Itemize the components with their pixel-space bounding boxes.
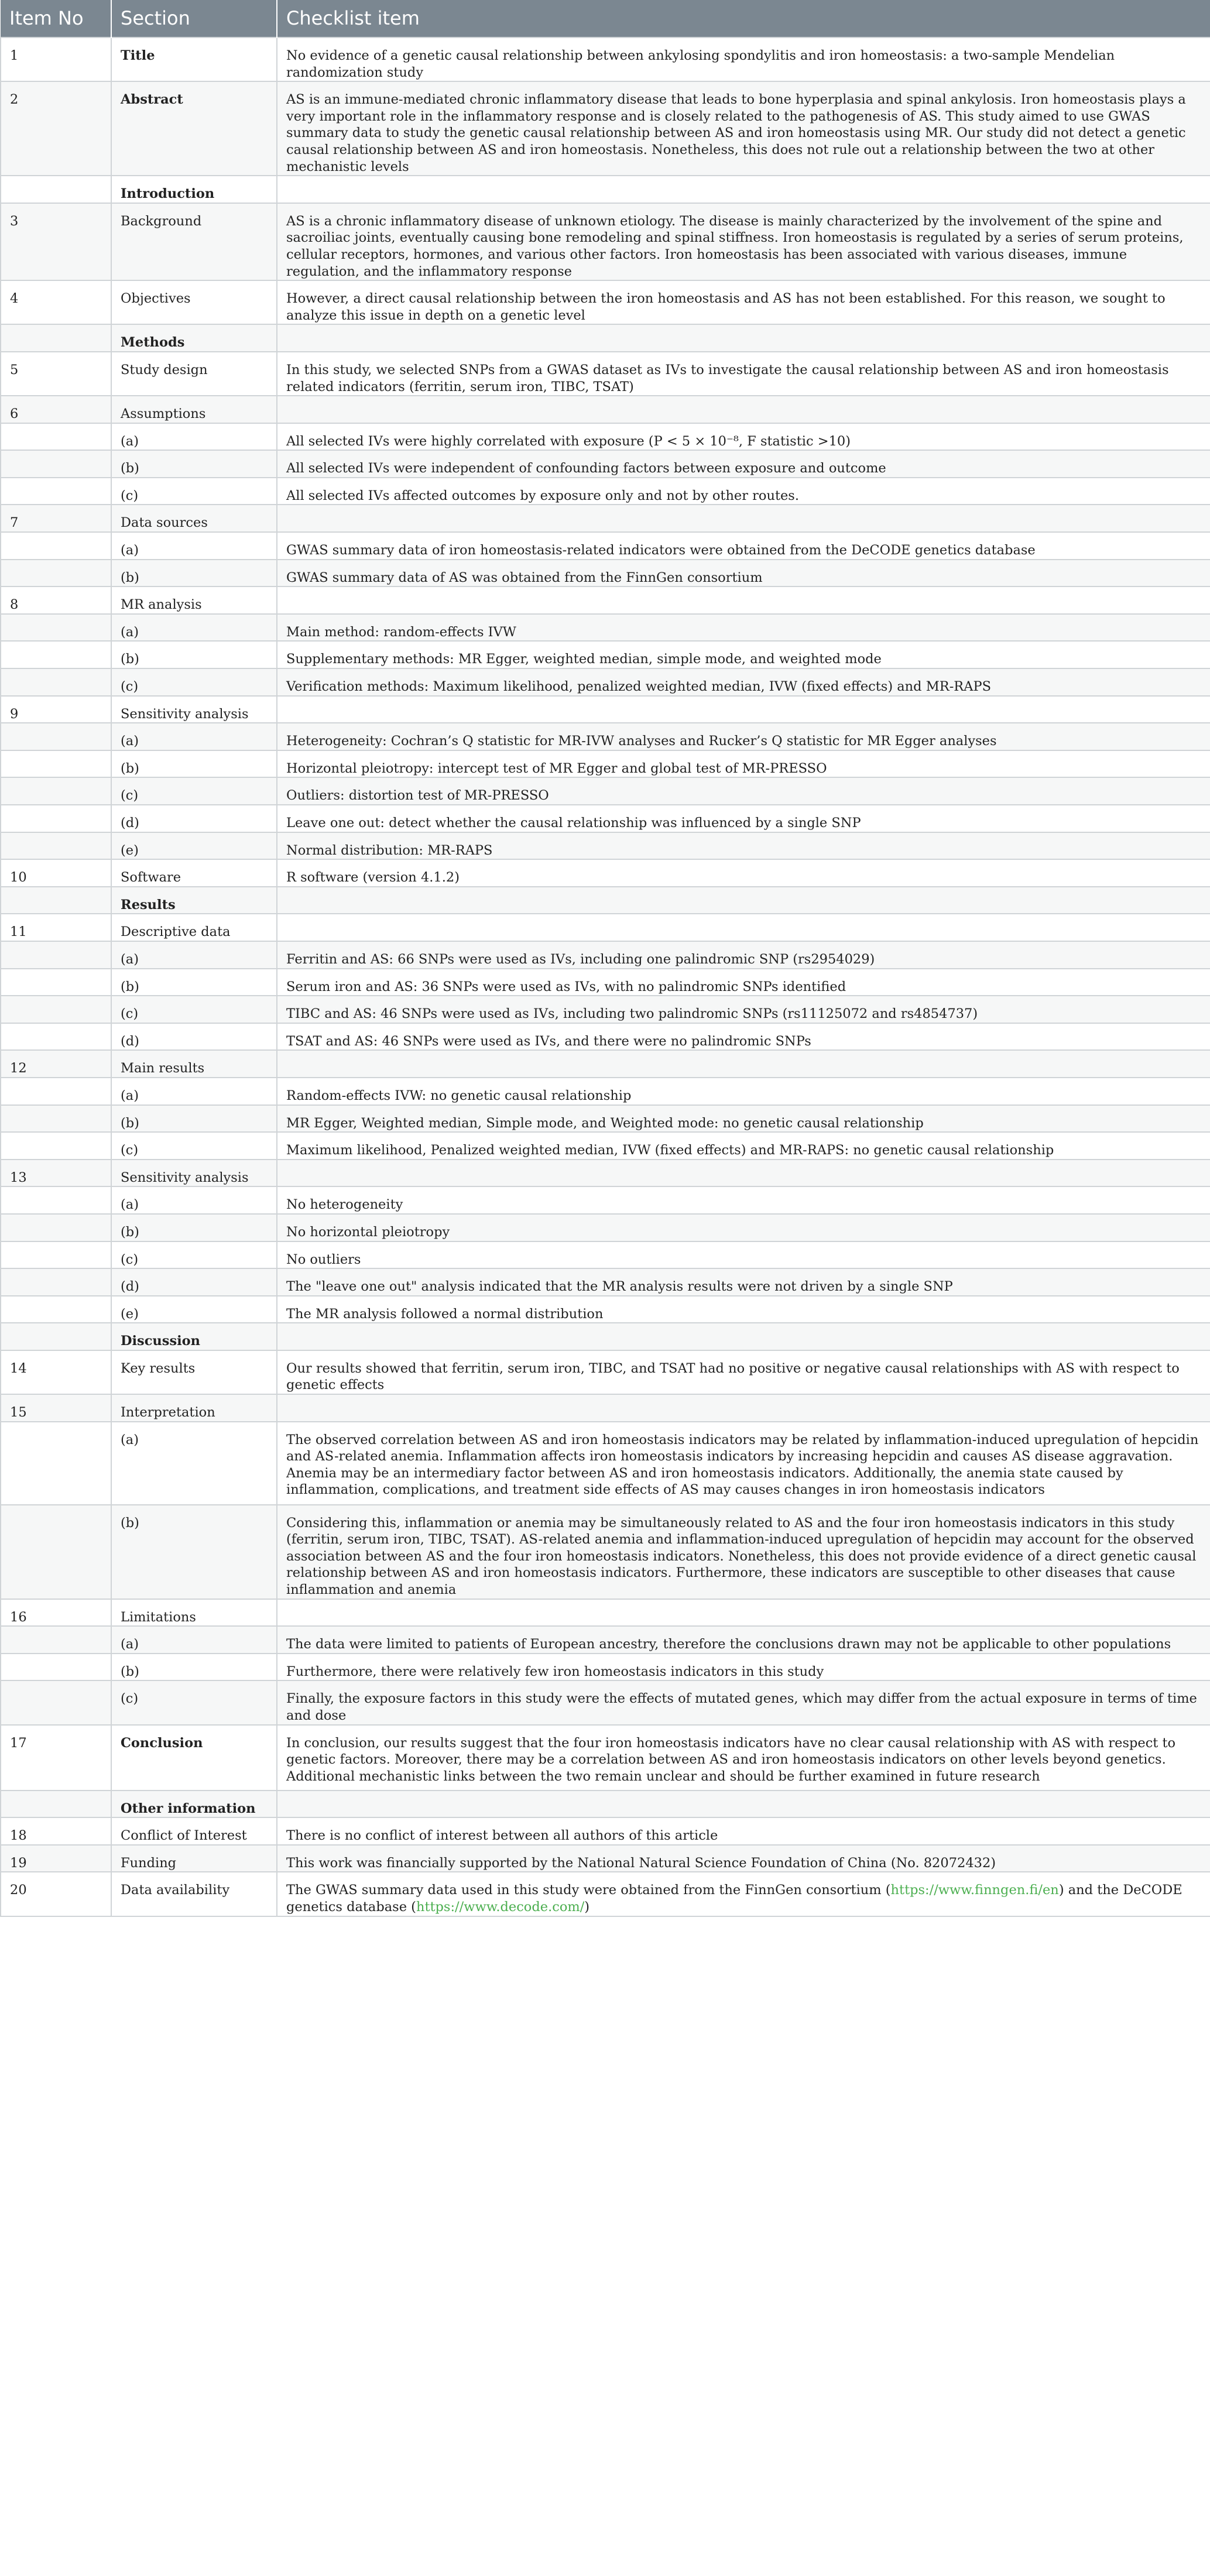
item-no-cell	[1, 668, 111, 696]
table-row	[1, 614, 1210, 642]
table-row	[1, 352, 1210, 396]
section-cell: (b)	[111, 1105, 277, 1133]
table-row	[1, 1817, 1210, 1845]
item-no-cell	[1, 1023, 111, 1051]
section-cell: (b)	[111, 450, 277, 478]
decode-link[interactable]: https://www.decode.com/	[416, 1899, 585, 1915]
checklist-item-cell: No horizontal pleiotropy	[277, 1214, 1210, 1241]
table-row	[1, 1872, 1210, 1916]
section-cell: Data sources	[111, 505, 277, 532]
section-cell: Methods	[111, 324, 277, 352]
item-no-cell: 19	[1, 1845, 111, 1872]
item-no-cell	[1, 1323, 111, 1350]
item-no-cell	[1, 1268, 111, 1296]
checklist-item-cell: MR Egger, Weighted median, Simple mode, and Weighted mode: no genetic causal relationship	[277, 1105, 1210, 1133]
section-cell: Study design	[111, 352, 277, 396]
table-row	[1, 1654, 1210, 1681]
item-no-cell: 8	[1, 586, 111, 614]
section-cell: (c)	[111, 1241, 277, 1269]
checklist-item-cell: No heterogeneity	[277, 1186, 1210, 1214]
table-row	[1, 1599, 1210, 1627]
item-no-cell	[1, 832, 111, 860]
section-cell: Introduction	[111, 176, 277, 203]
table-row	[1, 280, 1210, 324]
data-availability-text: )	[584, 1899, 590, 1915]
section-cell: (a)	[111, 1626, 277, 1654]
checklist-item-cell: Normal distribution: MR-RAPS	[277, 832, 1210, 860]
table-row	[1, 750, 1210, 778]
checklist-item-cell: All selected IVs were independent of confounding factors between exposure and outcome	[277, 450, 1210, 478]
table-row	[1, 1296, 1210, 1323]
checklist-item-cell	[277, 505, 1210, 532]
table-row	[1, 478, 1210, 505]
table-row	[1, 1680, 1210, 1724]
checklist-item-cell: Main method: random-effects IVW	[277, 614, 1210, 642]
item-no-cell: 17	[1, 1725, 111, 1790]
table-row	[1, 1078, 1210, 1105]
item-no-cell: 3	[1, 203, 111, 280]
item-no-cell	[1, 1078, 111, 1105]
section-cell: Results	[111, 887, 277, 914]
checklist-item-cell: TIBC and AS: 46 SNPs were used as IVs, including two palindromic SNPs (rs11125072 and rs4854737)	[277, 996, 1210, 1023]
checklist-item-cell	[277, 1790, 1210, 1818]
item-no-cell	[1, 777, 111, 805]
section-cell: (a)	[111, 941, 277, 969]
checklist-item-cell	[277, 586, 1210, 614]
section-cell: (a)	[111, 723, 277, 750]
table-row	[1, 1845, 1210, 1872]
section-cell: Software	[111, 859, 277, 887]
section-cell: Limitations	[111, 1599, 277, 1627]
table-header-row	[1, 0, 1210, 37]
item-no-cell: 2	[1, 81, 111, 176]
finngen-link[interactable]: https://www.finngen.fi/en	[890, 1882, 1059, 1898]
table-row	[1, 777, 1210, 805]
section-cell: Funding	[111, 1845, 277, 1872]
checklist-item-cell: Our results showed that ferritin, serum iron, TIBC, and TSAT had no positive or negative causal relationships with AS with respect to genetic effects	[277, 1350, 1210, 1394]
table-row	[1, 1023, 1210, 1051]
item-no-cell	[1, 423, 111, 451]
checklist-item-cell: Considering this, inflammation or anemia may be simultaneously related to AS and the four iron homeostasis indicators in this study (ferritin, serum iron, TIBC, TSAT). AS-related anemia and inflammation-induced upregulation of hepcidin may account for the observed association between AS and the four iron homeostasis indicators. Nonetheless, this does not provide evidence of a direct genetic causal relationship between AS and iron homeostasis indicators. Furthermore, these indicators are susceptible to other diseases that cause inflammation and anemia	[277, 1505, 1210, 1599]
item-no-cell: 6	[1, 396, 111, 423]
section-cell: Conclusion	[111, 1725, 277, 1790]
checklist-item-cell	[277, 1599, 1210, 1627]
table-row	[1, 914, 1210, 941]
section-cell: Main results	[111, 1050, 277, 1078]
table-row	[1, 668, 1210, 696]
section-cell: (b)	[111, 969, 277, 996]
item-no-cell	[1, 887, 111, 914]
data-availability-text: ) and the DeCODE genetics database (	[286, 1882, 1182, 1915]
section-cell: Objectives	[111, 280, 277, 324]
checklist-item-cell	[277, 914, 1210, 941]
checklist-item-cell: Supplementary methods: MR Egger, weighted median, simple mode, and weighted mode	[277, 641, 1210, 668]
section-cell: Interpretation	[111, 1394, 277, 1422]
checklist-item-cell: TSAT and AS: 46 SNPs were used as IVs, and there were no palindromic SNPs	[277, 1023, 1210, 1051]
section-cell: Abstract	[111, 81, 277, 176]
section-cell: (d)	[111, 1268, 277, 1296]
section-cell: Key results	[111, 1350, 277, 1394]
table-row	[1, 396, 1210, 423]
table-body	[1, 37, 1210, 1916]
item-no-cell	[1, 176, 111, 203]
section-cell: (a)	[111, 1186, 277, 1214]
table-row	[1, 1323, 1210, 1350]
item-no-cell: 13	[1, 1160, 111, 1187]
table-row	[1, 1214, 1210, 1241]
item-no-cell	[1, 1241, 111, 1269]
checklist-item-cell	[277, 696, 1210, 723]
item-no-cell: 16	[1, 1599, 111, 1627]
checklist-item-cell	[277, 324, 1210, 352]
checklist-item-cell: The data were limited to patients of European ancestry, therefore the conclusions drawn may not be applicable to other populations	[277, 1626, 1210, 1654]
table-row	[1, 723, 1210, 750]
table-row	[1, 505, 1210, 532]
checklist-item-cell: Verification methods: Maximum likelihood, penalized weighted median, IVW (fixed effects) and MR-RAPS	[277, 668, 1210, 696]
section-cell: Other information	[111, 1790, 277, 1818]
checklist-item-cell: The observed correlation between AS and iron homeostasis indicators may be related by inflammation-induced upregulation of hepcidin and AS-related anemia. Inflammation affects iron homeostasis indicators by increasing hepcidin and causes AS disease aggravation. Anemia may be an intermediary factor between AS and iron homeostasis indicators. Additionally, the anemia state caused by inflammation, complications, and treatment side effects of AS may causes changes in iron homeostasis indicators	[277, 1422, 1210, 1505]
section-cell: (d)	[111, 805, 277, 832]
table-row	[1, 887, 1210, 914]
section-cell: (a)	[111, 614, 277, 642]
section-cell: (b)	[111, 560, 277, 587]
table-row	[1, 832, 1210, 860]
table-row	[1, 560, 1210, 587]
item-no-cell: 7	[1, 505, 111, 532]
checklist-item-cell	[277, 1394, 1210, 1422]
table-row	[1, 532, 1210, 560]
checklist-item-cell: The MR analysis followed a normal distribution	[277, 1296, 1210, 1323]
section-cell: (d)	[111, 1023, 277, 1051]
section-cell: Sensitivity analysis	[111, 1160, 277, 1187]
header-item-no: Item No	[1, 0, 111, 37]
item-no-cell	[1, 1626, 111, 1654]
section-cell: Conflict of Interest	[111, 1817, 277, 1845]
section-cell: (c)	[111, 668, 277, 696]
checklist-item-cell	[277, 1323, 1210, 1350]
checklist-item-cell: AS is a chronic inflammatory disease of unknown etiology. The disease is mainly characterized by the involvement of the spine and sacroiliac joints, eventually causing bone remodeling and spinal stiffness. Iron homeostasis is regulated by a series of serum proteins, cellular receptors, hormones, and various other factors. Iron homeostasis has been associated with various diseases, immune regulation, and the inflammatory response	[277, 203, 1210, 280]
section-cell: Data availability	[111, 1872, 277, 1916]
data-availability-text: The GWAS summary data used in this study were obtained from the FinnGen consortium (	[286, 1882, 891, 1898]
item-no-cell: 20	[1, 1872, 111, 1916]
item-no-cell	[1, 996, 111, 1023]
checklist-item-cell: Furthermore, there were relatively few iron homeostasis indicators in this study	[277, 1654, 1210, 1681]
checklist-item-cell: AS is an immune-mediated chronic inflammatory disease that leads to bone hyperplasia and spinal ankylosis. Iron homeostasis plays a very important role in the inflammatory response and is closely related to the pathogenesis of AS. This study aimed to use GWAS summary data to study the genetic causal relationship between AS and iron homeostasis using MR. Our study did not detect a genetic causal relationship between AS and iron homeostasis. Nonetheless, this does not rule out a relationship between the two at other mechanistic levels	[277, 81, 1210, 176]
item-no-cell	[1, 969, 111, 996]
table-row	[1, 941, 1210, 969]
item-no-cell	[1, 450, 111, 478]
checklist-item-cell	[277, 1160, 1210, 1187]
checklist-item-cell: In this study, we selected SNPs from a GWAS dataset as IVs to investigate the causal relationship between AS and iron homeostasis related indicators (ferritin, serum iron, TIBC, TSAT)	[277, 352, 1210, 396]
table-row	[1, 1105, 1210, 1133]
table-row	[1, 1132, 1210, 1160]
table-row	[1, 37, 1210, 81]
section-cell: (a)	[111, 1078, 277, 1105]
item-no-cell	[1, 641, 111, 668]
checklist-item-cell	[277, 176, 1210, 203]
checklist-item-cell	[277, 1872, 1210, 1916]
item-no-cell: 14	[1, 1350, 111, 1394]
table-row	[1, 641, 1210, 668]
item-no-cell	[1, 1186, 111, 1214]
section-cell: (b)	[111, 1654, 277, 1681]
checklist-item-cell: No outliers	[277, 1241, 1210, 1269]
table-row	[1, 1268, 1210, 1296]
table-row	[1, 1725, 1210, 1790]
section-cell: (a)	[111, 1422, 277, 1505]
item-no-cell: 4	[1, 280, 111, 324]
table-row	[1, 81, 1210, 176]
item-no-cell	[1, 1505, 111, 1599]
item-no-cell: 9	[1, 696, 111, 723]
checklist-item-cell: The "leave one out" analysis indicated that the MR analysis results were not driven by a single SNP	[277, 1268, 1210, 1296]
header-section: Section	[111, 0, 277, 37]
table-row	[1, 324, 1210, 352]
checklist-item-cell: Ferritin and AS: 66 SNPs were used as IVs, including one palindromic SNP (rs2954029)	[277, 941, 1210, 969]
checklist-item-cell	[277, 396, 1210, 423]
item-no-cell: 1	[1, 37, 111, 81]
section-cell: (b)	[111, 1505, 277, 1599]
table-row	[1, 176, 1210, 203]
section-cell: (a)	[111, 532, 277, 560]
table-row	[1, 696, 1210, 723]
item-no-cell	[1, 723, 111, 750]
section-cell: (c)	[111, 996, 277, 1023]
item-no-cell	[1, 1422, 111, 1505]
item-no-cell	[1, 1132, 111, 1160]
item-no-cell	[1, 941, 111, 969]
table-row	[1, 1394, 1210, 1422]
section-cell: Descriptive data	[111, 914, 277, 941]
item-no-cell	[1, 532, 111, 560]
table-row	[1, 423, 1210, 451]
table-row	[1, 586, 1210, 614]
section-cell: Title	[111, 37, 277, 81]
item-no-cell	[1, 324, 111, 352]
section-cell: (c)	[111, 1680, 277, 1724]
item-no-cell	[1, 614, 111, 642]
table-row	[1, 1505, 1210, 1599]
checklist-item-cell: Heterogeneity: Cochran’s Q statistic for MR-IVW analyses and Rucker’s Q statistic for MR Egger analyses	[277, 723, 1210, 750]
table-row	[1, 1350, 1210, 1394]
section-cell: Background	[111, 203, 277, 280]
section-cell: MR analysis	[111, 586, 277, 614]
checklist-item-cell: Leave one out: detect whether the causal relationship was influenced by a single SNP	[277, 805, 1210, 832]
item-no-cell: 18	[1, 1817, 111, 1845]
checklist-item-cell: Random-effects IVW: no genetic causal relationship	[277, 1078, 1210, 1105]
section-cell: Discussion	[111, 1323, 277, 1350]
checklist-item-cell: Outliers: distortion test of MR-PRESSO	[277, 777, 1210, 805]
table-row	[1, 1241, 1210, 1269]
table-row	[1, 996, 1210, 1023]
item-no-cell	[1, 1214, 111, 1241]
section-cell: (c)	[111, 777, 277, 805]
section-cell: Assumptions	[111, 396, 277, 423]
section-cell: Sensitivity analysis	[111, 696, 277, 723]
table-row	[1, 450, 1210, 478]
table-row	[1, 1050, 1210, 1078]
table-row	[1, 1422, 1210, 1505]
checklist-item-cell: GWAS summary data of AS was obtained from the FinnGen consortium	[277, 560, 1210, 587]
table-row	[1, 805, 1210, 832]
table-row	[1, 1626, 1210, 1654]
item-no-cell	[1, 1680, 111, 1724]
checklist-item-cell: There is no conflict of interest between all authors of this article	[277, 1817, 1210, 1845]
table-row	[1, 1186, 1210, 1214]
table-row	[1, 969, 1210, 996]
item-no-cell: 10	[1, 859, 111, 887]
section-cell: (b)	[111, 641, 277, 668]
section-cell: (c)	[111, 1132, 277, 1160]
item-no-cell	[1, 805, 111, 832]
section-cell: (c)	[111, 478, 277, 505]
section-cell: (b)	[111, 1214, 277, 1241]
section-cell: (a)	[111, 423, 277, 451]
checklist-item-cell: All selected IVs were highly correlated with exposure (P < 5 × 10⁻⁸, F statistic >10)	[277, 423, 1210, 451]
item-no-cell	[1, 750, 111, 778]
section-cell: (e)	[111, 832, 277, 860]
checklist-item-cell: However, a direct causal relationship between the iron homeostasis and AS has not been established. For this reason, we sought to analyze this issue in depth on a genetic level	[277, 280, 1210, 324]
item-no-cell	[1, 1654, 111, 1681]
item-no-cell: 15	[1, 1394, 111, 1422]
checklist-item-cell: All selected IVs affected outcomes by exposure only and not by other routes.	[277, 478, 1210, 505]
checklist-item-cell	[277, 887, 1210, 914]
item-no-cell: 12	[1, 1050, 111, 1078]
table-row	[1, 859, 1210, 887]
table-row	[1, 203, 1210, 280]
checklist-item-cell: Horizontal pleiotropy: intercept test of MR Egger and global test of MR-PRESSO	[277, 750, 1210, 778]
checklist-item-cell: In conclusion, our results suggest that the four iron homeostasis indicators have no clear causal relationship with AS with respect to genetic factors. Moreover, there may be a correlation between AS and iron homeostasis indicators on other levels beyond genetics. Additional mechanistic links between the two remain unclear and should be further examined in future research	[277, 1725, 1210, 1790]
header-checklist-item: Checklist item	[277, 0, 1210, 37]
checklist-item-cell: Maximum likelihood, Penalized weighted median, IVW (fixed effects) and MR-RAPS: no genetic causal relationship	[277, 1132, 1210, 1160]
item-no-cell: 5	[1, 352, 111, 396]
checklist-item-cell: No evidence of a genetic causal relationship between ankylosing spondylitis and iron homeostasis: a two-sample Mendelian randomization study	[277, 37, 1210, 81]
checklist-item-cell: This work was financially supported by the National Natural Science Foundation of China (No. 82072432)	[277, 1845, 1210, 1872]
section-cell: (b)	[111, 750, 277, 778]
item-no-cell	[1, 1790, 111, 1818]
checklist-item-cell	[277, 1050, 1210, 1078]
checklist-item-cell: Finally, the exposure factors in this study were the effects of mutated genes, which may differ from the actual exposure in terms of time and dose	[277, 1680, 1210, 1724]
checklist-item-cell: Serum iron and AS: 36 SNPs were used as IVs, with no palindromic SNPs identified	[277, 969, 1210, 996]
table-row	[1, 1160, 1210, 1187]
item-no-cell	[1, 478, 111, 505]
section-cell: (e)	[111, 1296, 277, 1323]
item-no-cell	[1, 1105, 111, 1133]
item-no-cell: 11	[1, 914, 111, 941]
checklist-item-cell: R software (version 4.1.2)	[277, 859, 1210, 887]
item-no-cell	[1, 1296, 111, 1323]
item-no-cell	[1, 560, 111, 587]
checklist-item-cell: GWAS summary data of iron homeostasis-related indicators were obtained from the DeCODE genetics database	[277, 532, 1210, 560]
table-row	[1, 1790, 1210, 1818]
